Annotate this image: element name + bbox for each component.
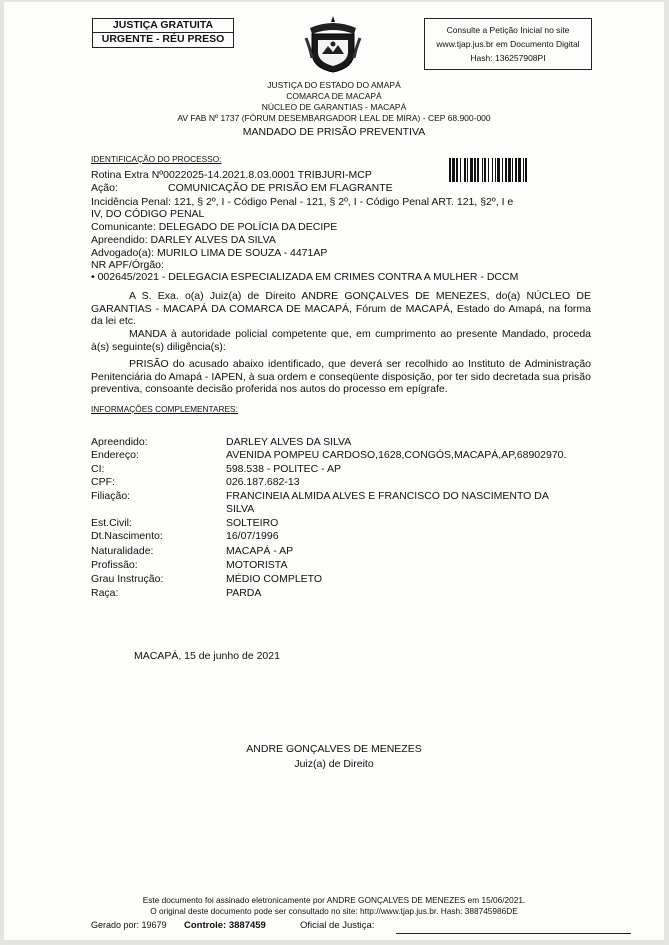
barcode-bar	[467, 158, 468, 182]
barcode-bar	[449, 158, 451, 182]
info-section-label: INFORMAÇÕES COMPLEMENTARES:	[91, 404, 238, 414]
info-row-label: Grau Instrução:	[91, 573, 164, 585]
consult-line-3: Hash: 136257908PI	[470, 53, 546, 63]
info-row-label: CPF:	[91, 476, 115, 488]
barcode-bar	[497, 158, 500, 182]
process-number: Rotina Extra Nº0022025-14.2021.8.03.0001 TRIBJURI-MCP	[91, 169, 372, 181]
control-number: Controle: 3887459	[184, 920, 266, 931]
document-title: MANDADO DE PRISÃO PREVENTIVA	[242, 126, 426, 138]
info-row-value: FRANCINEIA ALMIDA ALVES E FRANCISCO DO NASCIMENTO DA	[226, 490, 549, 502]
apprehended: Apreendido: DARLEY ALVES DA SILVA	[91, 234, 276, 246]
court-name: JUSTIÇA DO ESTADO DO AMAPÁ	[267, 80, 401, 90]
info-row-label: Filiação:	[91, 490, 131, 502]
gratuity-urgency-badge	[92, 18, 234, 48]
state-coat-of-arms-icon	[304, 14, 362, 74]
action-value: COMUNICAÇÃO DE PRISÃO EM FLAGRANTE	[168, 182, 393, 194]
barcode-bar	[464, 158, 466, 182]
info-row-value: AVENIDA POMPEU CARDOSO,1628,CONGÓS,MACAPÁ,AP,68902970.	[226, 449, 567, 461]
info-row-value-continued: SILVA	[226, 503, 255, 515]
penal-incidence-line-1: Incidência Penal: 121, § 2º, I - Código Penal - 121, § 2º, I - Código Penal ART. 121, §2º, I e	[91, 196, 514, 208]
barcode-bar	[515, 158, 517, 182]
barcode-bar	[523, 158, 524, 182]
info-row-value: SOLTEIRO	[226, 517, 279, 529]
info-row-label: Dt.Nascimento:	[91, 530, 163, 542]
info-row-value: MÉDIO COMPLETO	[226, 573, 323, 585]
action-label: Ação:	[91, 182, 118, 194]
barcode-bar	[492, 158, 493, 182]
barcode-bar	[502, 158, 503, 182]
footer-line-2: O original deste documento pode ser consultado no site: http://www.tjap.jus.br. Hash: 388745986DE	[150, 906, 518, 916]
process-section-label: IDENTIFICAÇÃO DO PROCESSO:	[91, 154, 222, 164]
info-row-value: 16/07/1996	[226, 530, 279, 542]
barcode-bar	[474, 158, 476, 182]
barcode-bar	[482, 158, 483, 182]
digital-consult-box	[424, 18, 592, 70]
barcode-bar	[460, 158, 461, 182]
footer-signature-note	[4, 895, 664, 917]
consult-line-1: Consulte a Petição Inicial no site	[446, 25, 570, 35]
document-page	[4, 2, 664, 940]
barcode-bar	[508, 158, 511, 182]
barcode-bar	[484, 158, 486, 182]
info-row-label: Naturalidade:	[91, 545, 154, 557]
badge-line-1: JUSTIÇA GRATUITA	[112, 19, 214, 31]
info-row-value: DARLEY ALVES DA SILVA	[226, 436, 352, 448]
barcode-bar	[477, 158, 479, 182]
barcode-bar	[470, 158, 473, 182]
barcode-bar	[452, 158, 455, 182]
info-row-label: Raça:	[91, 587, 119, 599]
generated-by: Gerado por: 19679	[91, 920, 167, 930]
barcode-bar	[488, 158, 489, 182]
info-row-label: Est.Civil:	[91, 517, 132, 529]
info-row-label: Endereço:	[91, 449, 139, 461]
info-row-value: MOTORISTA	[226, 559, 288, 571]
info-row-value: MACAPÁ - AP	[226, 545, 294, 557]
barcode-bar	[512, 158, 513, 182]
info-row-label: Apreendido:	[91, 436, 148, 448]
penal-incidence-line-2: IV, DO CÓDIGO PENAL	[91, 208, 205, 220]
barcode-bar	[495, 158, 496, 182]
paragraph-arrest: PRISÃO do acusado abaixo identificado, que deverá ser recolhido ao Instituto de Administração Penitenciária do Amapá - IAPEN, à sua ordem e conseqüente disposição, por ter sido decretada sua prisão preventiva, consoante decisão proferida nos autos do processo em epígrafe.	[91, 358, 591, 395]
lawyer: Advogado(a): MURILO LIMA DE SOUZA - 4471AP	[91, 247, 328, 259]
bailiff-signature-line	[396, 933, 631, 934]
bailiff-label: Oficial de Justiça:	[300, 920, 375, 931]
barcode	[449, 158, 591, 182]
info-row-value: 026.187.682-13	[226, 476, 300, 488]
apf-label: NR APF/Órgão:	[91, 259, 164, 271]
info-row-value: 598.538 - POLITEC - AP	[226, 463, 341, 475]
footer-line-1: Este documento foi assinado eletronicamente por ANDRE GONÇALVES DE MENEZES em 15/06/2021.	[142, 895, 526, 905]
info-row-value: PARDA	[226, 587, 262, 599]
signer-role: Juiz(a) de Direito	[294, 758, 374, 770]
info-row-label: CI:	[91, 463, 105, 475]
court-header	[4, 80, 664, 138]
unit-name: NÚCLEO DE GARANTIAS - MACAPÁ	[261, 102, 407, 112]
info-row-label: Profissão:	[91, 559, 138, 571]
place-date: MACAPÁ, 15 de junho de 2021	[134, 650, 280, 662]
court-address: AV FAB Nº 1737 (FÓRUM DESEMBARGADOR LEAL DE MIRA) - CEP 68.900-000	[177, 113, 491, 123]
barcode-bar	[525, 158, 527, 182]
apf-organ: • 002645/2021 - DELEGACIA ESPECIALIZADA EM CRIMES CONTRA A MULHER - DCCM	[91, 271, 519, 283]
consult-line-2: www.tjap.jus.br em Documento Digital	[436, 39, 580, 49]
district-name: COMARCA DE MACAPÁ	[286, 91, 382, 101]
badge-line-2: URGENTE - RÉU PRESO	[93, 32, 233, 46]
barcode-bar	[505, 158, 507, 182]
communicant: Comunicante: DELEGADO DE POLÍCIA DA DECIPE	[91, 221, 338, 233]
barcode-bar	[518, 158, 521, 182]
paragraph-order: MANDA à autoridade policial competente que, em cumprimento ao presente Mandado, proceda à(s) seguinte(s) diligência(s):	[91, 328, 591, 353]
barcode-bar	[456, 158, 458, 182]
signer-name: ANDRE GONÇALVES DE MENEZES	[246, 743, 422, 755]
paragraph-judge: A S. Exa. o(a) Juiz(a) de Direito ANDRE GONÇALVES DE MENEZES, do(a) NÚCLEO DE GARANTIAS - MACAPÁ DA COMARCA DE MACAPÁ, Fórum de MACAPÁ, Estado do Amapá, na forma da lei etc.	[91, 290, 591, 327]
